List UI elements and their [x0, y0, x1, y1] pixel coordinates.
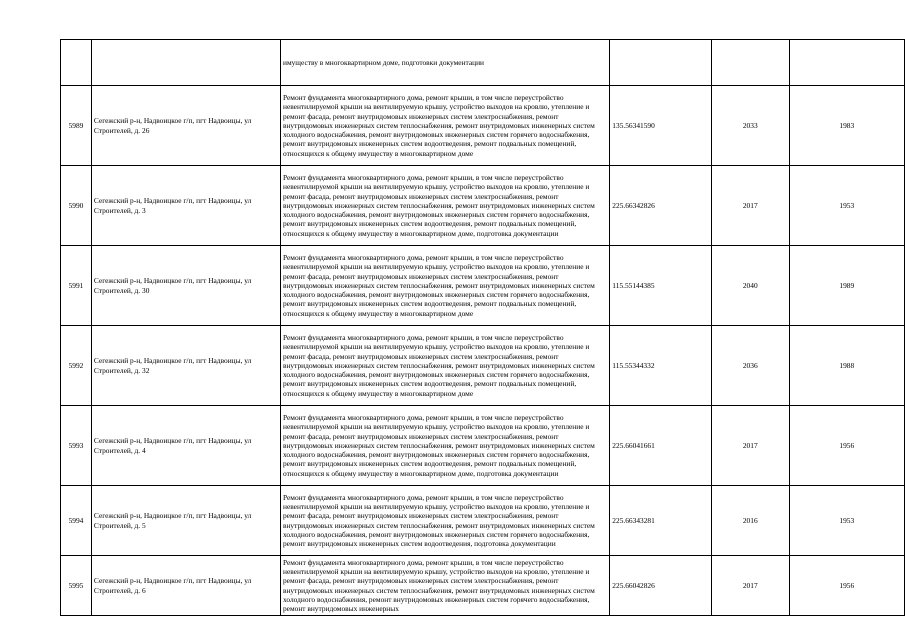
works-cell: Ремонт фундамента многоквартирного дома, ремонт крыши, в том числе переустройство невентилируемой крыши на вентилируемую крышу, устройство выходов на кровлю, утепление и ремонт фасада, ремонт внутридомовых инженерных систем электроснабжения, ремонт внутридомовых инженерных систем теплоснабжения, ремонт внутридомовых инженерных систем холодного водоснабжения, ремонт внутридомовых инженерных систем горячего водоснабжения, ремонт внутридомовых инженерных систем водоотведения, ремонт подвальных помещений, относящихся к общему имуществу в многоквартирном доме	[280, 326, 609, 406]
built-year-cell: 1953	[789, 166, 904, 246]
row-number	[61, 40, 92, 86]
address-cell: Сегежский р-н, Надвоицкое г/п, пгт Надвоицы, ул Строителей, д. 5	[91, 486, 280, 556]
table-row	[61, 246, 905, 326]
built-year-cell	[789, 40, 904, 86]
table-row	[61, 326, 905, 406]
works-cell: Ремонт фундамента многоквартирного дома, ремонт крыши, в том числе переустройство невентилируемой крыши на вентилируемую крышу, устройство выходов на кровлю, утепление и ремонт фасада, ремонт внутридомовых инженерных систем электроснабжения, ремонт внутридомовых инженерных систем теплоснабжения, ремонт внутридомовых инженерных систем холодного водоснабжения, ремонт внутридомовых инженерных систем горячего водоснабжения, ремонт внутридомовых инженерных систем водоотведения, ремонт подвальных помещений, относящихся к общему имуществу в многоквартирном доме, подготовка документации	[280, 166, 609, 246]
works-cell: Ремонт фундамента многоквартирного дома, ремонт крыши, в том числе переустройство невентилируемой крыши на вентилируемую крышу, устройство выходов на кровлю, утепление и ремонт фасада, ремонт внутридомовых инженерных систем электроснабжения, ремонт внутридомовых инженерных систем теплоснабжения, ремонт внутридомовых инженерных систем холодного водоснабжения, ремонт внутридомовых инженерных систем горячего водоснабжения, ремонт внутридомовых инженерных систем водоотведения, ремонт подвальных помещений, относящихся к общему имуществу в многоквартирном доме, подготовка документации	[280, 406, 609, 486]
cost-cell	[610, 40, 712, 86]
address-cell: Сегежский р-н, Надвоицкое г/п, пгт Надвоицы, ул Строителей, д. 32	[91, 326, 280, 406]
year-cell	[711, 40, 789, 86]
row-number: 5992	[61, 326, 92, 406]
built-year-cell: 1956	[789, 406, 904, 486]
housing-register-table	[60, 39, 905, 616]
year-cell: 2017	[711, 406, 789, 486]
address-cell: Сегежский р-н, Надвоицкое г/п, пгт Надвоицы, ул Строителей, д. 30	[91, 246, 280, 326]
cost-cell: 115.55144385	[610, 246, 712, 326]
year-cell: 2033	[711, 86, 789, 166]
year-cell: 2017	[711, 166, 789, 246]
row-number: 5994	[61, 486, 92, 556]
row-number: 5989	[61, 86, 92, 166]
row-number: 5991	[61, 246, 92, 326]
address-cell: Сегежский р-н, Надвоицкое г/п, пгт Надвоицы, ул Строителей, д. 3	[91, 166, 280, 246]
year-cell: 2016	[711, 486, 789, 556]
built-year-cell: 1953	[789, 486, 904, 556]
cost-cell: 225.66041661	[610, 406, 712, 486]
works-cell: Ремонт фундамента многоквартирного дома, ремонт крыши, в том числе переустройство невентилируемой крыши на вентилируемую крышу, устройство выходов на кровлю, утепление и ремонт фасада, ремонт внутридомовых инженерных систем электроснабжения, ремонт внутридомовых инженерных систем теплоснабжения, ремонт внутридомовых инженерных систем холодного водоснабжения, ремонт внутридомовых инженерных систем горячего водоснабжения, ремонт внутридомовых инженерных систем водоотведения, ремонт подвальных помещений, относящихся к общему имуществу в многоквартирном доме	[280, 246, 609, 326]
built-year-cell: 1988	[789, 326, 904, 406]
table-row	[61, 486, 905, 556]
address-cell: Сегежский р-н, Надвоицкое г/п, пгт Надвоицы, ул Строителей, д. 26	[91, 86, 280, 166]
cost-cell: 225.66042826	[610, 556, 712, 616]
works-cell: Ремонт фундамента многоквартирного дома, ремонт крыши, в том числе переустройство невентилируемой крыши на вентилируемую крышу, устройство выходов на кровлю, утепление и ремонт фасада, ремонт внутридомовых инженерных систем электроснабжения, ремонт внутридомовых инженерных систем теплоснабжения, ремонт внутридомовых инженерных систем холодного водоснабжения, ремонт внутридомовых инженерных систем горячего водоснабжения, ремонт внутридомовых инженерных систем водоотведения, подготовка документации	[280, 486, 609, 556]
row-number: 5993	[61, 406, 92, 486]
works-cell: Ремонт фундамента многоквартирного дома, ремонт крыши, в том числе переустройство невентилируемой крыши на вентилируемую крышу, устройство выходов на кровлю, утепление и ремонт фасада, ремонт внутридомовых инженерных систем электроснабжения, ремонт внутридомовых инженерных систем теплоснабжения, ремонт внутридомовых инженерных систем холодного водоснабжения, ремонт внутридомовых инженерных систем горячего водоснабжения, ремонт внутридомовых инженерных	[280, 556, 609, 616]
address-cell: Сегежский р-н, Надвоицкое г/п, пгт Надвоицы, ул Строителей, д. 6	[91, 556, 280, 616]
year-cell: 2017	[711, 556, 789, 616]
row-number: 5990	[61, 166, 92, 246]
row-number: 5995	[61, 556, 92, 616]
table-row	[61, 166, 905, 246]
cost-cell: 225.66343281	[610, 486, 712, 556]
address-cell: Сегежский р-н, Надвоицкое г/п, пгт Надвоицы, ул Строителей, д. 4	[91, 406, 280, 486]
table-row	[61, 406, 905, 486]
built-year-cell: 1956	[789, 556, 904, 616]
cost-cell: 135.56341590	[610, 86, 712, 166]
table-row	[61, 556, 905, 616]
works-cell: имуществу в многоквартирном доме, подготовки документации	[280, 40, 609, 86]
table-row	[61, 40, 905, 86]
cost-cell: 115.55344332	[610, 326, 712, 406]
built-year-cell: 1983	[789, 86, 904, 166]
built-year-cell: 1989	[789, 246, 904, 326]
year-cell: 2040	[711, 246, 789, 326]
year-cell: 2036	[711, 326, 789, 406]
works-cell: Ремонт фундамента многоквартирного дома, ремонт крыши, в том числе переустройство невентилируемой крыши на вентилируемую крышу, устройство выходов на кровлю, утепление и ремонт фасада, ремонт внутридомовых инженерных систем электроснабжения, ремонт внутридомовых инженерных систем теплоснабжения, ремонт внутридомовых инженерных систем холодного водоснабжения, ремонт внутридомовых инженерных систем горячего водоснабжения, ремонт внутридомовых инженерных систем водоотведения, ремонт подвальных помещений, относящихся к общему имуществу в многоквартирном доме	[280, 86, 609, 166]
table-row	[61, 86, 905, 166]
address-cell	[91, 40, 280, 86]
cost-cell: 225.66342826	[610, 166, 712, 246]
